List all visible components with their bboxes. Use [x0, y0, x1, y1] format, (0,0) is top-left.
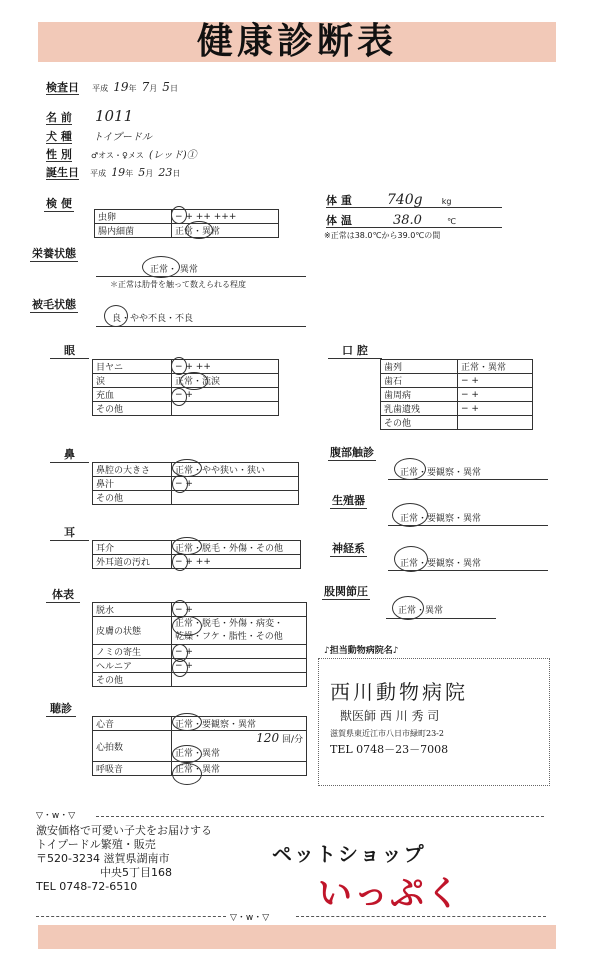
body-skin-value2: 乾燥・フケ・脂性・その他	[175, 631, 283, 642]
genital-line	[388, 525, 548, 526]
ear-canal-name: 外耳道の汚れ	[93, 555, 172, 569]
eye-other-name: その他	[93, 402, 172, 416]
weight-value: 740g	[386, 192, 423, 208]
sex-options: ♂オス・♀メス	[90, 151, 144, 160]
mouth-teeth-value: 正常・異常	[458, 360, 533, 374]
ear-canal-circle	[172, 553, 188, 571]
temp-value: 38.0	[392, 213, 422, 228]
ear-pinna-circle	[172, 537, 202, 555]
mouth-baby-teeth-value: − +	[458, 402, 533, 416]
breed-value: トイプードル	[92, 132, 152, 143]
exam-date-year: 19	[113, 80, 129, 94]
nose-discharge-name: 鼻汁	[93, 477, 172, 491]
genital-value: 正常・要観察・異常	[400, 514, 482, 524]
birthday-month-unit: 月	[145, 169, 154, 178]
table-row	[93, 603, 307, 617]
name-value: 1011	[94, 107, 134, 125]
exam-date-era: 平成	[92, 84, 109, 93]
shop-face-top: ▽・w・▽	[36, 811, 76, 821]
ear-label: 耳	[50, 524, 89, 541]
eye-label: 眼	[50, 342, 89, 359]
table-row	[381, 360, 533, 374]
nose-size-value: 正常・やや狭い・狭い	[172, 463, 299, 477]
auscultation-label: 聴診	[46, 700, 76, 717]
body-table	[92, 602, 307, 687]
stool-bacteria-value: 正常・異常	[172, 224, 279, 238]
shop-line3: 〒520-3234 滋賀県湖南市	[36, 852, 170, 865]
shop-line2: トイプードル繁殖・販売	[36, 838, 156, 851]
exam-date-month-unit: 月	[149, 84, 158, 93]
shop-line4: 中央5丁目168	[100, 866, 172, 879]
eye-discharge-name: 目ヤニ	[93, 360, 172, 374]
eye-tears-circle	[180, 372, 208, 390]
heart-rate-unit: 回/分	[281, 735, 303, 745]
exam-date-day: 5	[162, 80, 170, 94]
ear-pinna-name: 耳介	[93, 541, 172, 555]
nutrition-note: ＊正常は肋骨を触って数えられる程度	[110, 280, 246, 289]
table-row	[381, 402, 533, 416]
body-hernia-value: − +	[172, 659, 307, 673]
genital-label: 生殖器	[332, 494, 365, 507]
eye-discharge-circle	[171, 357, 187, 375]
table-row	[381, 388, 533, 402]
eye-redness-value: − +	[172, 388, 279, 402]
temp-label: 体 温	[326, 214, 352, 227]
birthday-label: 誕生日	[46, 166, 79, 179]
mouth-other-name: その他	[381, 416, 458, 430]
ear-pinna-value: 正常・脱毛・外傷・その他	[172, 541, 301, 555]
table-row	[93, 673, 307, 687]
breed-label: 犬 種	[46, 130, 72, 143]
breath-sound-circle	[172, 763, 202, 785]
coat-line	[96, 326, 306, 327]
sex-value: (レッド)①	[148, 150, 197, 161]
abdomen-value: 正常・要観察・異常	[400, 468, 482, 478]
ear-canal-value: − + ++	[172, 555, 301, 569]
bottom-band	[38, 925, 556, 949]
coat-circle	[104, 305, 128, 327]
table-row	[381, 374, 533, 388]
body-hernia-circle	[172, 659, 188, 677]
birthday-day: 23	[158, 166, 173, 179]
mouth-perio-name: 歯周病	[381, 388, 458, 402]
page-title: 健康診断表	[196, 21, 397, 62]
weight-unit: kg	[441, 197, 452, 206]
eye-tears-value: 正常・流涙	[172, 374, 279, 388]
shop-label: ペットショップ	[272, 842, 426, 866]
clinic-tel: TEL 0748－23－7008	[330, 743, 449, 756]
clinic-address: 滋賀県東近江市八日市緑町23-2	[330, 729, 444, 738]
clinic-label: ♪担当動物病院名♪	[324, 646, 399, 656]
abdomen-line	[388, 479, 548, 480]
name-label: 名 前	[46, 111, 72, 124]
nose-size-name: 鼻腔の大きさ	[93, 463, 172, 477]
mouth-perio-value: − +	[458, 388, 533, 402]
body-dehydration-name: 脱水	[93, 603, 172, 617]
coat-value: 良・やや不良・不良	[112, 314, 194, 324]
breath-sound-value: 正常・異常	[172, 762, 307, 776]
abdomen-label: 腹部触診	[330, 446, 374, 459]
heart-rate-judgement: 正常・異常	[175, 749, 221, 759]
nose-discharge-circle	[172, 475, 188, 493]
exam-date-day-unit: 日	[169, 84, 178, 93]
body-flea-name: ノミの寄生	[93, 645, 172, 659]
table-row	[93, 555, 301, 569]
stool-egg-value: − + ++ +++	[172, 210, 279, 224]
birthday-month: 5	[138, 166, 146, 179]
stool-bacteria-name: 腸内細菌	[95, 224, 172, 238]
nutrition-value: 正常・ 異常	[150, 265, 198, 275]
eye-redness-name: 充血	[93, 388, 172, 402]
coat-label: 被毛状態	[32, 298, 76, 311]
body-label: 体表	[46, 586, 80, 603]
nose-discharge-value: − +	[172, 477, 299, 491]
stool-bacteria-circle	[185, 221, 213, 239]
mouth-tartar-name: 歯石	[381, 374, 458, 388]
clinic-vet: 獣医師 西 川 秀 司	[340, 709, 440, 723]
exam-date-row	[46, 76, 216, 92]
shop-dash-top	[96, 816, 544, 817]
nerve-circle	[394, 546, 428, 572]
joint-line	[386, 618, 496, 619]
body-skin-circle	[172, 616, 202, 636]
heart-sound-name: 心音	[93, 717, 172, 731]
heart-rate-circle	[172, 745, 202, 763]
birthday-era: 平成	[90, 169, 107, 178]
nose-label: 鼻	[50, 446, 89, 463]
mouth-tartar-value: − +	[458, 374, 533, 388]
mouth-other-value	[458, 416, 533, 430]
breed-row	[46, 125, 216, 141]
eye-discharge-value: − + ++	[172, 360, 279, 374]
nutrition-circle	[142, 256, 180, 278]
nutrition-label: 栄養状態	[32, 247, 76, 260]
exam-date-label: 検査日	[46, 81, 79, 94]
shop-line5: TEL 0748-72-6510	[36, 880, 138, 893]
temp-unit: ℃	[446, 217, 456, 226]
joint-circle	[392, 596, 424, 620]
joint-value: 正常・異常	[398, 606, 444, 616]
nose-size-circle	[172, 459, 202, 477]
shop-info	[36, 824, 276, 894]
clinic-name: 西川動物病院	[330, 680, 468, 704]
temp-note: ※正常は38.0℃から39.0℃の間	[324, 231, 441, 240]
heart-rate-line	[175, 731, 303, 747]
table-row	[93, 477, 299, 491]
name-row	[46, 106, 216, 124]
body-other-name: その他	[93, 673, 172, 687]
body-flea-value: − +	[172, 645, 307, 659]
table-row	[381, 416, 533, 430]
table-row	[93, 659, 307, 673]
heart-sound-value: 正常・要観察・異常	[172, 717, 307, 731]
birthday-year: 19	[111, 166, 126, 179]
weight-row	[326, 189, 502, 208]
sex-row	[46, 143, 276, 159]
mouth-teeth-name: 歯列	[381, 360, 458, 374]
mouth-table	[380, 359, 533, 430]
eye-other-value	[172, 402, 279, 416]
shop-dash-bottom-right	[296, 916, 546, 917]
exam-date-year-unit: 年	[128, 84, 137, 93]
shop-dash-bottom-left	[36, 916, 226, 917]
eye-tears-name: 涙	[93, 374, 172, 388]
nose-other-name: その他	[93, 491, 172, 505]
nerve-line	[388, 570, 548, 571]
heart-sound-circle	[172, 713, 202, 731]
sex-label: 性 別	[46, 148, 72, 161]
genital-circle	[392, 503, 428, 527]
heart-rate-value: 120	[256, 731, 280, 745]
body-skin-value: 正常・脱毛・外傷・病変・	[175, 618, 284, 629]
eye-redness-circle	[171, 388, 187, 406]
body-dehydration-value: − +	[172, 603, 307, 617]
exam-date-month: 7	[141, 80, 150, 94]
nerve-label: 神経系	[332, 542, 365, 555]
heart-rate-name: 心拍数	[93, 731, 172, 762]
mouth-label: 口 腔	[328, 342, 382, 359]
shop-face-bottom: ▽・w・▽	[230, 913, 270, 923]
joint-label: 股関節圧	[324, 585, 368, 598]
nerve-value: 正常・要観察・異常	[400, 559, 482, 569]
breath-sound-name: 呼吸音	[93, 762, 172, 776]
table-row	[93, 645, 307, 659]
birthday-year-unit: 年	[125, 169, 134, 178]
body-other-value	[172, 673, 307, 687]
abdomen-circle	[394, 458, 426, 480]
body-skin-name: 皮膚の状態	[93, 617, 172, 645]
table-row	[93, 402, 279, 416]
weight-label: 体 重	[326, 194, 352, 207]
stool-egg-name: 虫卵	[95, 210, 172, 224]
shop-name: いっぷく	[318, 874, 462, 914]
mouth-baby-teeth-name: 乳歯遺残	[381, 402, 458, 416]
table-row	[93, 491, 299, 505]
clinic-stamp	[330, 676, 516, 756]
stool-label: 検 便	[46, 197, 72, 210]
nutrition-line	[96, 276, 306, 277]
stool-egg-circle	[171, 206, 187, 224]
birthday-day-unit: 日	[172, 169, 181, 178]
temp-row	[326, 209, 502, 228]
nose-other-value	[172, 491, 299, 505]
shop-line1: 激安価格で可愛い子犬をお届けする	[36, 824, 212, 837]
body-hernia-name: ヘルニア	[93, 659, 172, 673]
birthday-row	[46, 161, 236, 177]
